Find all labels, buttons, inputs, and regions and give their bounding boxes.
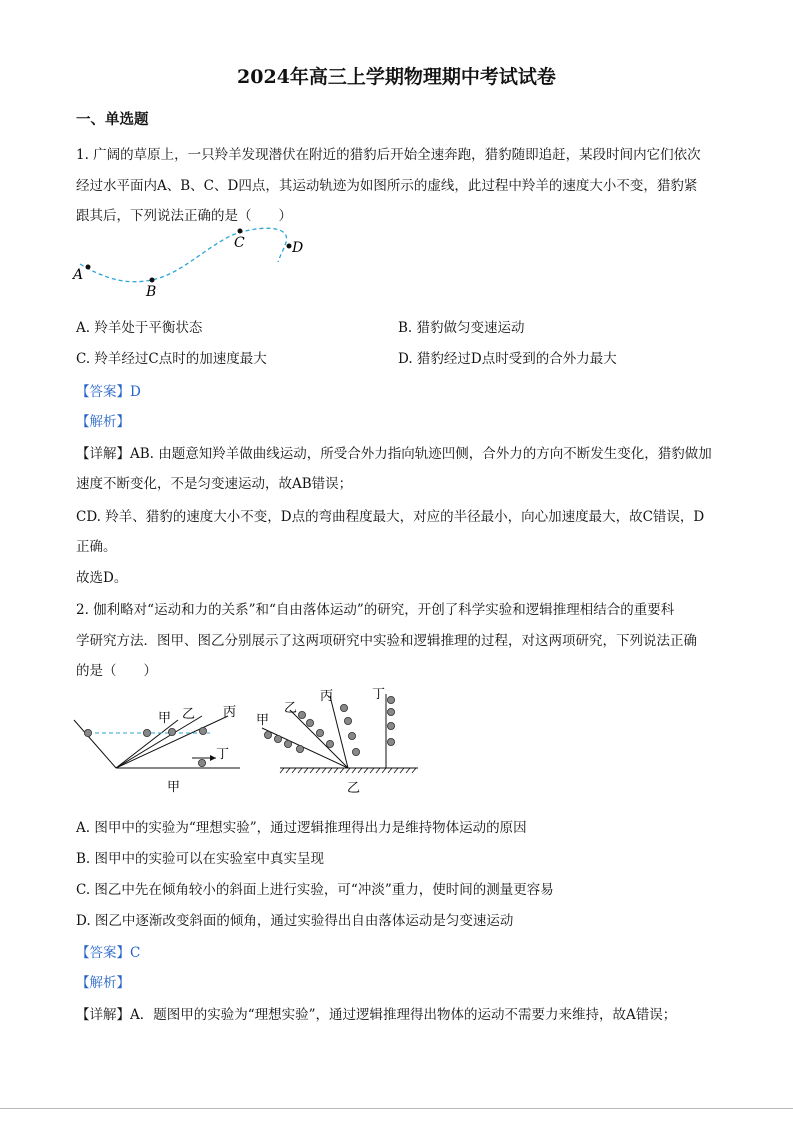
ball xyxy=(387,708,394,715)
fig-jia-label-ding: 丁 xyxy=(216,747,230,762)
point-a xyxy=(86,265,91,270)
q1-answer: 【答案】D xyxy=(76,384,141,400)
q2-option-b: B. 图甲中的实验可以在实验室中真实呈现 xyxy=(76,851,325,867)
q2-stem-line-2: 学研究方法．图甲、图乙分别展示了这两项研究中实验和逻辑推理的过程，对这两项研究，下列说法正确 xyxy=(76,633,697,649)
ball xyxy=(352,748,359,755)
page-bottom-divider xyxy=(0,1108,793,1109)
fig-yi-label-yi: 乙 xyxy=(284,701,298,716)
ball xyxy=(84,729,91,736)
fig-yi-label-ding: 丁 xyxy=(372,687,386,702)
ball xyxy=(387,722,394,729)
ball xyxy=(348,732,355,739)
q2-option-c: C. 图乙中先在倾角较小的斜面上进行实验，可“冲淡”重力，使时间的测量更容易 xyxy=(76,882,554,898)
q1-conclusion: 故选D。 xyxy=(76,570,128,586)
q2-stem-line-1: 2. 伽利略对“运动和力的关系”和“自由落体运动”的研究，开创了科学实验和逻辑推理相结合的重要科 xyxy=(76,602,675,618)
point-d xyxy=(287,244,292,249)
trajectory-dashed-curve xyxy=(80,228,287,282)
q2-answer: 【答案】C xyxy=(76,945,141,961)
fig-yi-label-jia: 甲 xyxy=(256,713,270,728)
q2-detail-line-1: 【详解】A．题图甲的实验为“理想实验”，通过逻辑推理得出物体的运动不需要力来维持，故A错误； xyxy=(76,1007,677,1023)
q1-option-b: B. 猎豹做匀变速运动 xyxy=(398,320,525,336)
q2-figure-jia xyxy=(68,684,248,796)
q1-stem-line-1: 1. 广阔的草原上，一只羚羊发现潜伏在附近的猎豹后开始全速奔跑，猎豹随即追赶，某段时间内它们依次 xyxy=(76,147,701,163)
q1-stem-line-2: 经过水平面内A、B、C、D四点，其运动轨迹为如图所示的虚线，此过程中羚羊的速度大小不变，猎豹紧 xyxy=(76,178,698,194)
section-heading: 一、单选题 xyxy=(76,111,149,128)
ball xyxy=(284,740,291,747)
fig-yi-label-bing: 丙 xyxy=(320,689,334,704)
q2-option-d: D. 图乙中逐渐改变斜面的倾角，通过实验得出自由落体运动是匀变速运动 xyxy=(76,913,514,929)
q2-stem-line-3: 的是（ ） xyxy=(76,663,157,679)
fig-jia-caption: 甲 xyxy=(167,780,181,795)
label-b: B xyxy=(146,284,157,300)
ball xyxy=(264,731,271,738)
q1-option-c: C. 羚羊经过C点时的加速度最大 xyxy=(76,351,267,367)
ball xyxy=(340,704,347,711)
ball xyxy=(199,727,206,734)
q1-detail-line-1: 【详解】AB. 由题意知羚羊做曲线运动，所受合外力指向轨迹凹侧，合外力的方向不断发生变化，猎豹做加 xyxy=(76,446,712,462)
point-b xyxy=(150,278,155,283)
q2-analysis-label: 【解析】 xyxy=(76,975,130,991)
q2-option-a: A. 图甲中的实验为“理想实验”，通过逻辑推理得出力是维持物体运动的原因 xyxy=(76,820,527,836)
ball xyxy=(344,717,351,724)
page-title: 2024年高三上学期物理期中考试试卷 xyxy=(237,66,556,88)
label-c: C xyxy=(234,235,245,251)
label-a: A xyxy=(73,267,84,283)
ball xyxy=(168,728,175,735)
label-d: D xyxy=(292,240,304,256)
fig-jia-label-yi: 乙 xyxy=(182,707,196,722)
q1-trajectory-figure xyxy=(70,222,320,302)
point-c xyxy=(238,229,243,234)
q1-analysis-label: 【解析】 xyxy=(76,414,130,430)
q1-detail-line-3: CD. 羚羊、猎豹的速度大小不变，D点的弯曲程度最大，对应的半径最小，向心加速度最大，故C错误，D xyxy=(76,509,705,525)
q1-detail-line-4: 正确。 xyxy=(76,539,117,555)
ball xyxy=(306,719,313,726)
fig-jia-label-bing: 丙 xyxy=(223,705,237,720)
fig-yi-caption: 乙 xyxy=(347,781,361,796)
ball xyxy=(387,696,394,703)
ball xyxy=(296,745,303,752)
ball xyxy=(298,711,305,718)
q2-figure-yi xyxy=(254,680,424,800)
ball xyxy=(274,735,281,742)
ball xyxy=(198,759,205,766)
q1-option-d: D. 猎豹经过D点时受到的合外力最大 xyxy=(398,351,617,367)
ball xyxy=(316,729,323,736)
ball xyxy=(326,740,333,747)
q1-detail-line-2: 速度不断变化，不是匀变速运动，故AB错误； xyxy=(76,476,353,492)
q1-stem-line-3: 跟其后，下列说法正确的是（ ） xyxy=(76,208,292,224)
ball xyxy=(143,729,150,736)
q1-option-a: A. 羚羊处于平衡状态 xyxy=(76,320,203,336)
fig-jia-label-jia: 甲 xyxy=(158,711,172,726)
ball xyxy=(387,738,394,745)
